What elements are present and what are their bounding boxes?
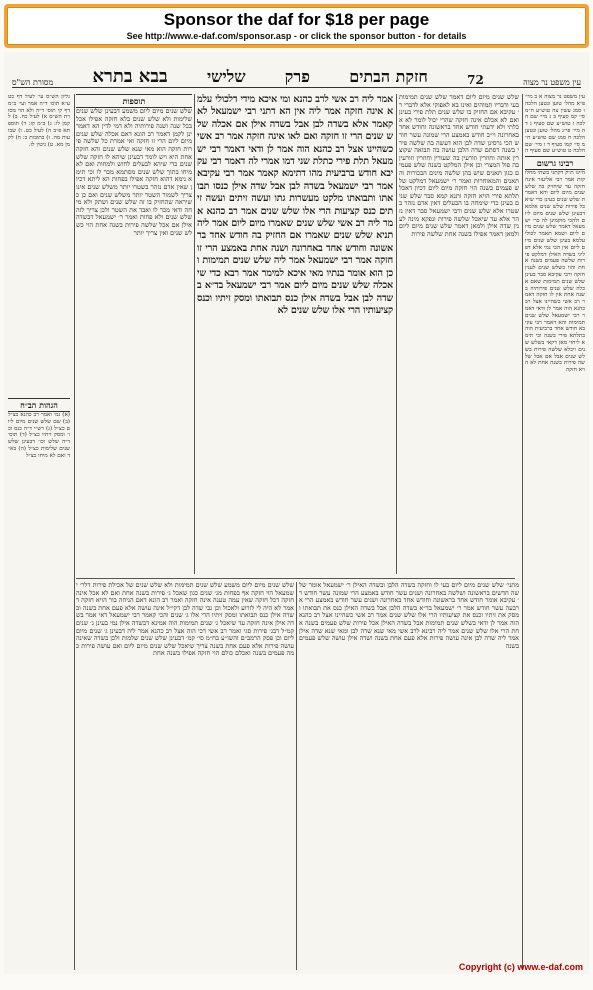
tosafot-text: שלש שנים מיום ליום משמע דבעינן שלש שנים שלימות ולא שלש שנים בלא חזקה אפילו אכל בכל שנה ושנה פירותיה ולא דמי לדין הא דאמרינן לקמן דאמר רב הונא דאם אכלה שלש שנים מיום ליום הרי זו חזקה ואי אמרת כל שלשה פירות חזקה הוא מאי שנא שלש שנים והא חזקה אחת היא ויש לומר דבעינן שיהא לו חזקה שלש שנים כדי שיהא לבעלים לחוש ולמחות ואם לא מיחו בתוך שלש שנים מסתמא מכר לו וכי תימא נימא דהוא חזקה אפילו בפחות הא ליתא דכיון שאין אדם נזהר בשטרו יותר משלש שנים אינו צריך לשמור השטר יותר משלש שנים ואם כן כשיראה שהחזיק בו זה שלש שנים ושתק ולא מיחה ודאי מכר לו ואבד את השטר ולכן צריך לזה שלש שנים ולא פחות ואמר ר׳ ישמעאל דבשדה אילן אם אכל שלשה פירות בשנה אחת הוי כשלש שנים ואין צריך יותר [76,108,192,237]
chapter-name: חזקת הבתים [349,67,428,86]
sponsor-banner[interactable] [4,4,589,48]
perek-number: שלישי [206,67,246,86]
left-margin-header: מסורת הש"ס [12,78,54,87]
column-divider [296,582,297,970]
rabbeinu-gershom-title: רבינו גרשום [525,156,585,170]
column-divider [522,94,523,970]
section-divider [76,578,515,579]
hagahot-text: (א) גמ׳ ואמר רב כהנא כצ״ל (ב) שם שלש שנים מיום ליום כצ״ל (ג) רש״י ד״ה כנס וכו׳ ומסק זיתיו כצ״ל (ד) תוס׳ ד״ה שלש וכו׳ דבעינן שלש שנים שלימות כצ״ל (ה) בא״ד ואם לא מיחו כצ״ל [8,412,70,459]
hagahot-title: הגהות הב״ח [8,398,70,412]
ein-mishpat-column [525,94,585,154]
gemara-text: אמר ליה רב אשי לרב כהנא ומי איכא מידי דלכולי עלמא אינה חזקה אמר ליה אין הא דתני רבי ישמעאל לא קאמר אלא בשדה לבן אבל בשדה אילן אם אכלה שלש שנים הרי זו חזקה ואם לאו אינה חזקה אמר רב אשי כשהיינו אצל רב כהנא הוה אמר לן ודאי דאמר רבי ישמעאל תלת פירי כתלת שני דמו אמרי לה דאמר רבי עקיבא חודש ברביעית מהו דתימא קאמר אמר רבי עקיבא אמר רבי ישמעאל בשדה לבן אבל שדה אילן כנסו תבואתו ותבואתו מלקט מעשרות גתו ועשה זיתים ועשה זיתים כנס קציעות הרי אלו שלש שנים אמר רב כהנא אמר ליה רב אשי שלש שנים שאמרו מיום ליום אמר ליה תניא שלש שנים שאמרו אם החזיק בה חודש אחד בראשונה וחודש אחד באחרונה ושנה אחת באמצע הרי זו חזקה אמר רבי ישמעאל אמר ליה שלש שנים תמימות וכן הוא אומר בנתיו מאי איכא למימר אמר רבא כדי שיאכלה שלש שנים מיום ליום אמר רבי ישמעאל בד״א בשדה לבן אבל בשדה אילן כנס תבואתו ומסק זיתיו וכנס קציעותיו הרי אלו שלש שנים לא [197,94,393,316]
perek-label: פרק [284,67,310,86]
masoret-hashas-text: גליון הש״ס עי׳ לעיל דף כט ע״א תוס׳ ד״ה אמר ועי׳ ב״מ דף קי תוס׳ ד״ה ולא הוי מסורת הש״ס א) לעיל כח. ב) לקמן לו: ג) ב״מ קז: ד) תוספתא פ״ב ה) לעיל כט. ו) שבועות מה. ז) כתובות כ: ח) לקמן מא. ט) גיטין לז. [8,94,70,148]
column-divider [194,94,195,574]
lower-tosafot-column [76,582,294,970]
sponsor-banner-title[interactable]: Sponsor the daf for $18 per page [163,10,430,29]
right-margin-header: עין משפט נר מצוה [523,78,581,87]
copyright-notice[interactable]: Copyright (c) www.e-daf.com [458,962,583,972]
gemara-column [197,94,393,574]
column-divider [74,94,75,970]
ein-mishpat-text: עין משפט נר מצוה א ב מיי׳ פ״א מהל׳ טוען ונטען הלכה ו סמג עשין צה טוש״ע ח״מ סי׳ קמ סעיף ב ג מיי׳ שם הלכה ז טוש״ע שם סעיף ג ד ה מיי׳ פי״ג מהל׳ טוען ונטען הלכה ח סמג שם טוש״ע ח״מ סי׳ קמו סעיף ד ו מיי׳ שם הלכה ט טוש״ע שם סעיף ה [525,94,585,154]
rashi-column [399,94,519,574]
tractate-name: בבא בתרא [92,66,168,87]
hagahot-column [8,412,70,970]
talmud-page-scan [4,52,589,974]
page-number: 72 [467,73,484,87]
bottom-commentary-text: שלש שנים מיום ליום משמע שלש שנים תמימות ולא שלש שנים של אכילת פירות דלר׳ ישמעאל הוי חזקה אף בפחות מג׳ שנים כגון שאכל ג׳ פירות בשנה אחת ואם לא אכל אינה חזקה דכל חזקה שאין עמה טענה אינה חזקה ואמר רב הונא דאם הניחה בור הויא חזקה דאמר לא היה לי לזרוע ולאכול וכן גבי שדה לבן דקי״ל אינה עושה אלא פעם אחת בשנה ובשדה אילן כנס תבואתו ומסק זיתיו הרי אלו ג׳ שנים והכי קאמר רבי ישמעאל דאי אמר בשדה אילן אינה חזקה עד שיאכל ג׳ שנים תמימות הוה אמינא דבשדה אילן נמי בעינן ג׳ שנים קמ״ל דבג׳ פירות סגי ואמר רב אשי דכי הוה אצל רב כהנא אמר ליה דבעינן ג׳ שנים מיום ליום וכן פסק הרמב״ם והשו״ע בח״מ סי׳ קמ׳ דבעינן שלש שנים שלמות ולכן בשדה שאינה עושה פירות אלא פעם אחת בשנה צריך שיאכל שלש שנים מיום ליום ואם עושה פירות כמה פעמים בשנה ואכלם כולם הוי חזקה אפילו בשנה אחת [76,582,294,658]
sponsor-banner-subtitle[interactable]: See http://www.e-daf.com/sponsor.asp - or click the sponsor button - for details [126,31,467,41]
masoret-hashas-column [8,94,70,394]
lower-rashi-column [299,582,519,970]
rabbeinu-gershom-text: היינו ת״ק דקתני בשתי מחלוקות אמר רבי אליעזר אינה חזקה עד שיחזיק בה שלש שנים מיום ליום והא דאמרת שלש שנים בעינן כדי שיאכל פירות שלש שנים אלמא דבעינן שלש שנים מיום ליום ולהכי מוקמינן לה כר׳ ישמעאל דאמר שלש שנים מיום ליום ושמא תאמר לכולי עלמא בעינן שלש שנים מיום ליום אין הכי נמי אלא דפליגי בשדה האילן דמלקט פירות שלשה פעמים בשנה אחת והוו כשלש שנים לענין חזקה ורבי עקיבא סבר בעינן שלש שנים תמימות שאם אכלה שלש שנים פירותיה בשנה אחת אין לו חזקה דאמר רב אשי כשהיינו אצל רב כהנא הוה אמר לן ודאי דאמר רבי ישמעאל שלש שנים תמימות והא דאמר רבי עקיבא חודש אחד ברביעית הוה בתלתא פירי בשנה וכי תימא ליחזי מאן דקאי בשלש שנים ויכלא שלשה פירות בשלש שנים אבל אם אכל שלשה פירות בשנה אחת לא הויא חזקה [525,170,585,374]
page-header [12,58,581,88]
tosafot-column [76,108,192,574]
tosafot-title: תוספות [76,94,192,108]
rabbeinu-gershom-column [525,170,585,970]
column-divider [396,94,397,574]
lower-gemara-text: מתני׳ שלש שנים מיום ליום בעי לו וחזקה בשדה הלבן ובשדה האילן ר׳ ישמעאל אומר שלשה חדשים בראשונה ושלשה באחרונה ושנים עשר חודש באמצע הרי שמונה עשר חודש ר׳ עקיבא אומר חודש אחד בראשונה וחודש אחד באחרונה ושנים עשר חודש באמצע הרי ארבעה עשר חודש אמר ר׳ ישמעאל בד״א בשדה הלבן אבל בשדה האילן כנס את תבואתו ומסק את זיתיו וכנס את קציעותיו הרי אלו שלש שנים אמר רב אשי כשהיינו אצל רב כהנא הוה אמר לן ודאי בשלש שנים תמימות אבל בשדה האילן אכל פירות שלש פעמים בשנה אחת הרי אלו שלש שנים אמר ליה רבינא לרב אשי מאי שנא שדה לבן ומאי שנא שדה אילן אמר ליה שדה לבן אינה עושה פירות אלא פעם אחת בשנה ושדה אילן עושה שלש פעמים בשנה [299,582,519,650]
rashi-text: שלש שנים מיום ליום דאמר שלש שנים תמימות בעי ודבריו תמוהים ואינו בא לאפוקי אלא לדברי ר׳ עקיבא אם החזיק בו שלש שנים תלת פירי בעינן ואם לא אכלם אינה חזקה שהרי יכול לומר לא אכלתי ולא ידעתי חודש אחד בראשונה וחודש אחד באחרונה וי״ב חודש באמצע הרי שמונה עשר חודש הכי גרסינן שדה לבן הוא דעשה בה שלשה פירי בשנה דסתם שדה הלבן עושה בה תבואה שקוצרין אותה וחוזרין וזורעין בה שעורין וחוזרין וזורעין בה פול המצרי וכן אילן המלקט בשנה שלש פעמים כגון תאנים שיש בהן שלשה מינים הבכורות והתאנים והמאוחרות ואמר ר׳ ישמעאל דמלקט שלש פעמים בשנה הוי חזקה מיום ליום דכיון דאכל תלתא פירי הויא חזקה ותנא קמא סבר שלש שנים בעינן כדי שימחה בו הבעלים דאין אדם נזהר בשטרו אלא שלש שנים ורבי ישמעאל סבר דאין נזהר אלא עד שיאכל שלשה פירות ונפקא מינה לענין שדה אילן ולמאן דאמר שלש שנים מיום ליום ולמאן דאמר אפילו בשנה אחת שלשה פירות [399,94,519,238]
